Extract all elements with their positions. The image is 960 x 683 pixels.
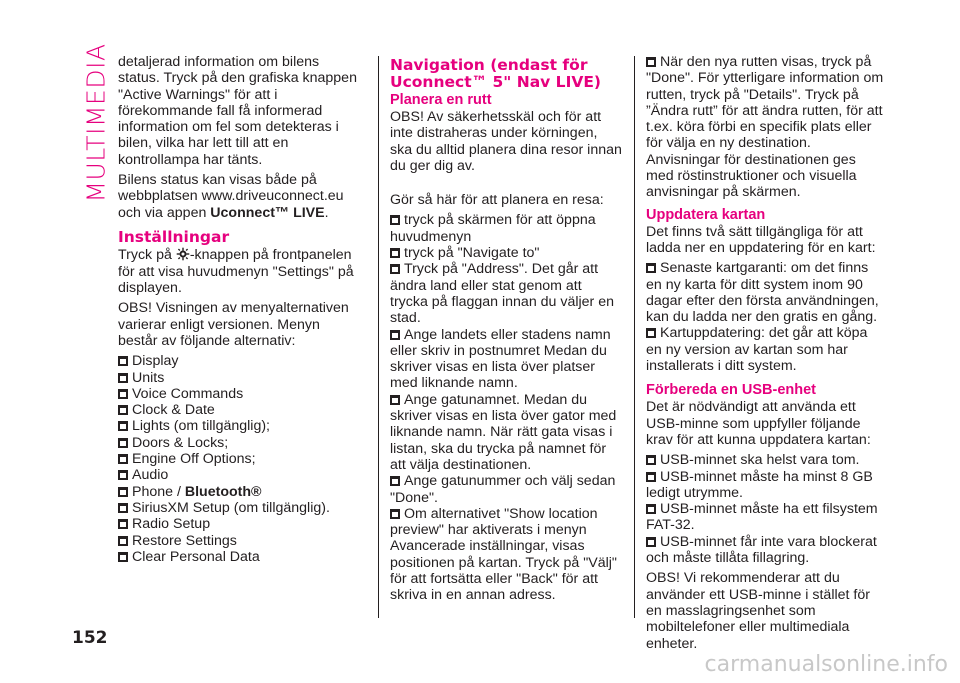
list-item-text: Engine Off Options; [132, 451, 256, 468]
bullet-icon [646, 504, 656, 514]
list-item [646, 501, 886, 534]
steps-list [390, 212, 622, 603]
column-divider [378, 56, 379, 618]
paragraph [118, 172, 362, 221]
list-item [118, 500, 362, 516]
list-item [646, 452, 886, 468]
list-item [646, 260, 886, 325]
list-item-text: USB-minnet måste ha minst 8 GB ledigt utrymme. [646, 468, 873, 501]
list-item [118, 418, 362, 434]
list-item-text: Kartuppdatering: det går att köpa en ny version av kartan som har installerats i ditt system. [646, 325, 868, 375]
bullet-icon [646, 328, 656, 338]
bullet-icon [390, 509, 400, 519]
list-item [118, 402, 362, 418]
list-item-text: USB-minnet ska helst vara tom. [660, 452, 860, 469]
list-item [118, 533, 362, 549]
bullet-icon [118, 373, 128, 383]
list-item [390, 327, 622, 392]
list-item [118, 516, 362, 532]
list-item [390, 245, 622, 261]
list-item-text: Phone / [132, 483, 185, 500]
spacer [390, 178, 622, 192]
list-item-text: Clock & Date [132, 402, 215, 419]
column-3 [646, 54, 886, 656]
list-item-text: Radio Setup [132, 516, 211, 533]
list-item [118, 353, 362, 369]
bullet-icon [390, 395, 400, 405]
heading-settings: Inställningar [118, 227, 230, 246]
column-2 [390, 54, 622, 604]
bullet-icon [390, 476, 400, 486]
bullet-icon [646, 263, 656, 273]
app-name: Uconnect™ LIVE [210, 204, 325, 221]
list-item-text: Lights (om tillgänglig); [132, 418, 270, 435]
list-item-text: Display [132, 353, 179, 370]
list-item-text: USB-minnet får inte vara blockerat och måste tillåta fillagring. [646, 533, 877, 567]
list-item-text: tryck på skärmen för att öppna huvudmenyn [390, 212, 596, 245]
list-item [118, 435, 362, 451]
list-item [118, 549, 362, 565]
paragraph: Det är nödvändigt att använda ett USB-minne som uppfyller följande krav för att kunna uppdatera kartan: [646, 399, 871, 448]
page-number: 152 [72, 628, 108, 648]
list-item [390, 261, 622, 326]
list-item-text: Units [132, 369, 165, 386]
paragraph [118, 247, 362, 296]
list-item-text: Voice Commands [132, 385, 244, 402]
bullet-icon [118, 536, 128, 546]
paragraph: Gör så här för att planera en resa: [390, 192, 604, 209]
bullet-icon [118, 405, 128, 415]
list-item [118, 484, 362, 500]
list-item-text: Doors & Locks; [132, 434, 229, 451]
text: Bilens status kan visas både på webbplatsen www.driveuconnect.eu och via appen [118, 172, 344, 221]
bullet-icon [118, 438, 128, 448]
list-item [390, 506, 622, 604]
list-item-text: Senaste kartgaranti: om det finns en ny karta för ditt system inom 90 dagar efter den första användningen, kan du ladda ner den gratis en gång. [646, 260, 879, 326]
list-item-text: Ange gatunamnet. Medan du skriver visas en lista över gator med liknande namn. När rätt gata visas i listan, ska du trycka på namnet för att välja destinationen. [390, 391, 617, 473]
bullet-icon [118, 503, 128, 513]
text: -knappen på frontpanelen för att visa huvudmenyn "Settings" på displayen. [118, 247, 354, 297]
settings-list [118, 353, 362, 565]
list-item-text: Tryck på "Address". Det går att ändra land eller stat genom att trycka på flaggan innan du väljer en stad. [390, 261, 614, 327]
heading-usb: Förbereda en USB-enhet [646, 382, 816, 399]
list-item-text: Restore Settings [132, 532, 237, 549]
heading-plan-route: Planera en rutt [390, 92, 492, 108]
list-item-text: tryck på "Navigate to" [404, 245, 540, 262]
list-item [390, 212, 622, 245]
list-item [390, 392, 622, 473]
list-item [118, 451, 362, 467]
paragraph: OBS! Av säkerhetsskäl och för att inte distraheras under körningen, ska du alltid planera dina resor innan du ger dig av. [390, 109, 622, 174]
bullet-icon [390, 215, 400, 225]
paragraph: OBS! Vi rekommenderar att du använder ett USB-minne i stället för en masslagringsenhet som mobiltelefoner eller multimediala enheter. [646, 570, 870, 652]
bullet-icon [118, 421, 128, 431]
paragraph [646, 54, 886, 201]
list-item-text: Audio [132, 467, 169, 484]
side-label-text: MULTIMEDIA [81, 43, 111, 203]
section-side-label [70, 43, 122, 203]
paragraph: detaljerad information om bilens status. Tryck på den grafiska knappen "Active Warnings" för att i förekommande fall få informerad information om fel som detekteras i bilen, vilka har lett till att en kontrollampa har tänts. [118, 54, 357, 168]
settings-gear-icon [176, 247, 190, 261]
bullet-icon [118, 389, 128, 399]
bullet-icon [118, 487, 128, 497]
list-item-text: SiriusXM Setup (om tillgänglig). [132, 499, 330, 516]
bullet-icon [118, 356, 128, 366]
list-item [390, 473, 622, 506]
bullet-icon [390, 330, 400, 340]
text: Tryck på [118, 247, 176, 264]
list-item [118, 467, 362, 483]
bullet-icon [118, 470, 128, 480]
text: När den nya rutten visas, tryck på "Done". För ytterligare information om rutten, tryck på "Details". Tryck på ”Ändra rutt” för att ändra rutten, för att t.ex. köra förbi en specifik plats eller för välja en ny destination. Anvisningar för destinationen ges med röstinstruktioner och visuella anvisningar på skärmen. [646, 54, 884, 201]
heading-navigation: Navigation (endast för Uconnect™ 5" Nav LIVE) [390, 56, 601, 91]
bullet-icon [118, 552, 128, 562]
bullet-icon [118, 519, 128, 529]
bullet-icon [646, 537, 656, 547]
list-item [646, 325, 886, 374]
list-item [118, 370, 362, 386]
list-item-bold: Bluetooth® [184, 483, 262, 500]
heading-update-map: Uppdatera kartan [646, 206, 766, 223]
list-item-text: Ange gatunummer och välj sedan "Done". [390, 473, 616, 506]
list-item [646, 534, 886, 567]
bullet-icon [646, 455, 656, 465]
column-1 [118, 54, 362, 565]
bullet-icon [646, 57, 656, 67]
list-item [646, 469, 886, 502]
list-item-text: Clear Personal Data [132, 548, 260, 565]
bullet-icon [390, 264, 400, 274]
bullet-icon [390, 248, 400, 258]
list-item [118, 386, 362, 402]
paragraph: OBS! Visningen av menyalternativen varierar enligt versionen. Menyn består av följande alternativ: [118, 300, 349, 349]
column-divider [634, 56, 635, 618]
list-item-text: Ange landets eller stadens namn eller skriv in postnumret Medan du skriver visas en lista över platser med liknande namn. [390, 326, 611, 392]
bullet-icon [118, 454, 128, 464]
paragraph: Det finns två sätt tillgängliga för att ladda ner en uppdatering för en kart: [646, 223, 876, 256]
list-item-text: Om alternativet "Show location preview" har aktiverats i menyn Avancerade inställningar, visas positionen på kartan. Tryck på "Välj" för att fortsätta eller "Back" för att skriva in en annan adress. [390, 505, 617, 604]
text: . [324, 204, 329, 221]
bullet-icon [646, 472, 656, 482]
watermark: carmanualsonline.info [704, 652, 948, 677]
list-item-text: USB-minnet måste ha ett filsystem FAT-32. [646, 501, 878, 534]
